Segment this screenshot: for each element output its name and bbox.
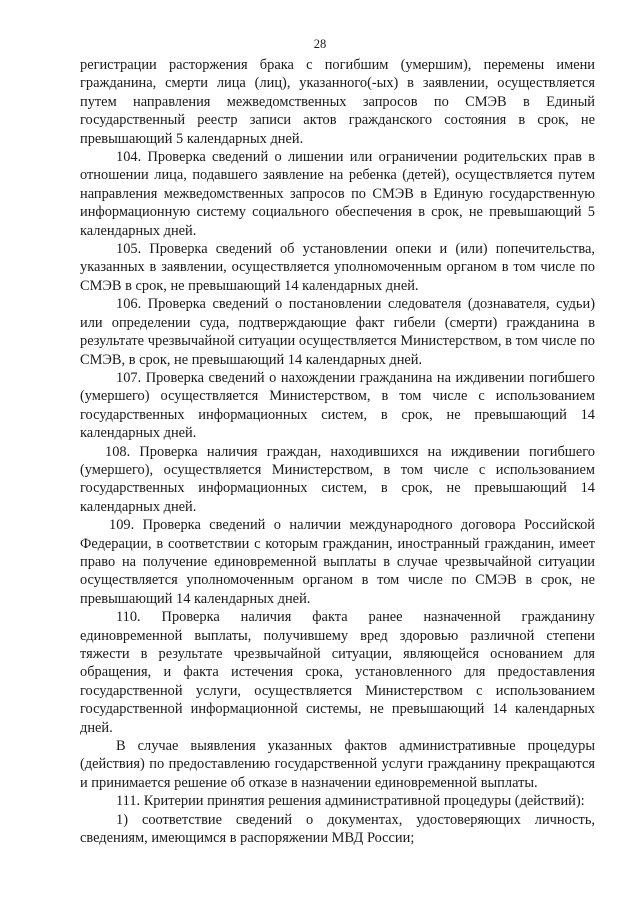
paragraph-111: 111. Критерии принятия решения административной процедуры (действий): <box>116 793 585 810</box>
paragraph-106: 106. Проверка сведений о постановлении следователя (дознавателя, судьи) или определении суда, подтверждающие факт гибели (смерти) гражданина в результате чрезвычайной ситуации осуществляется Министерством, в том числе по СМЭВ, в срок, не превышающий 14 календарных дней. <box>80 296 595 368</box>
paragraph-continuation: регистрации расторжения брака с погибшим (умершим), перемены имени гражданина, смерти лица (лиц), указанного(-ых) в заявлении, осуществляется путем направления межведомственных запросов по СМЭВ в Единый государственный реестр записи актов гражданского состояния в срок, не превышающий 5 календарных дней. <box>80 57 595 147</box>
paragraph-110: 110. Проверка наличия факта ранее назначенной гражданину единовременной выплаты, получившему вред здоровью различной степени тяжести в результате чрезвычайной ситуации, являющейся основанием для обращения, и факта истечения срока, установленного для предоставления государственной услуги, осуществляется Министерством с использованием государственной информационной системы, не превышающий 14 календарных дней. <box>80 609 595 736</box>
paragraph-104: 104. Проверка сведений о лишении или ограничении родительских прав в отношении лица, подавшего заявление на ребенка (детей), осуществляется путем направления межведомственных запросов по СМЭВ в Единую государственную информационную систему социального обеспечения в срок, не превышающий 5 календарных дней. <box>80 149 595 239</box>
paragraph-109: 109. Проверка сведений о наличии международного договора Российской Федерации, в соответствии с которым гражданин, иностранный гражданин, имеет право на получение единовременной выплаты в случае чрезвычайной ситуации осуществляется уполномоченным органом в том числе по СМЭВ в срок, не превышающий 14 календарных дней. <box>80 517 595 607</box>
paragraph-108: 108. Проверка наличия граждан, находившихся на иждивении погибшего (умершего), осуществляется Министерством, в том числе с использованием государственных информационных систем, в срок, не превышающий 14 календарных дней. <box>80 443 595 515</box>
paragraph-105: 105. Проверка сведений об установлении опеки и (или) попечительства, указанных в заявлении, осуществляется уполномоченным органом в том числе по СМЭВ в срок, не превышающий 14 календарных дней. <box>80 241 595 294</box>
paragraph-107: 107. Проверка сведений о нахождении гражданина на иждивении погибшего (умершего) осуществляется Министерством, в том числе с использованием государственных информационных систем, в срок, не превышающий 14 календарных дней. <box>80 369 595 442</box>
page-number: 28 <box>313 37 327 51</box>
list-item-111-1: 1) соответствие сведений о документах, удостоверяющих личность, сведениям, имеющимся в распоряжении МВД России; <box>80 811 595 847</box>
document-body <box>80 56 595 847</box>
paragraph-110-refusal: В случае выявления указанных фактов административные процедуры (действия) по предоставлению государственной услуги гражданину прекращаются и принимается решение об отказе в назначении единовременной выплаты. <box>80 738 595 791</box>
